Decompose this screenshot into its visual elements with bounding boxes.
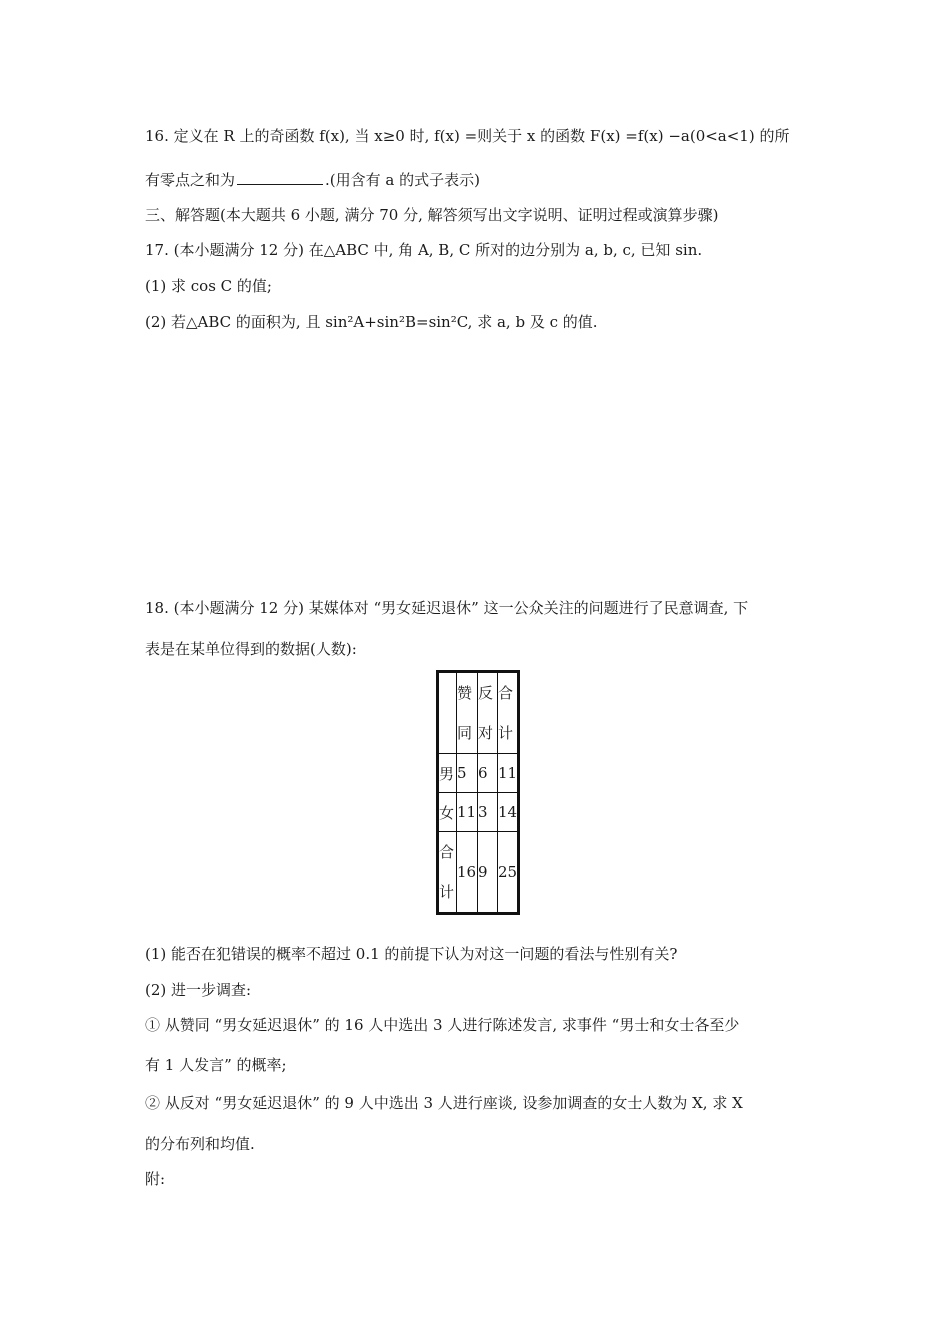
table-cell: 11 xyxy=(457,793,478,832)
table-cell: 3 xyxy=(478,793,498,832)
answer-blank xyxy=(237,170,323,185)
q18-part2-item2-line1: ② 从反对 “男女延迟退休” 的 9 人中选出 3 人进行座谈, 设参加调查的女士人数为 X, 求 X xyxy=(145,1094,743,1112)
q17-part1: (1) 求 cos C 的值; xyxy=(145,277,272,295)
q17-part2: (2) 若△ABC 的面积为, 且 sin²A+sin²B=sin²C, 求 a, b 及 c 的值. xyxy=(145,313,598,331)
survey-table xyxy=(436,670,520,915)
q16-line2-prefix: 有零点之和为 xyxy=(145,171,236,189)
q18-stem-line1: 18. (本小题满分 12 分) 某媒体对 “男女延迟退休” 这一公众关注的问题进行了民意调查, 下 xyxy=(145,599,749,617)
q18-stem-line2: 表是在某单位得到的数据(人数): xyxy=(145,640,357,658)
table-header-cell: 合计 xyxy=(498,672,519,754)
table-cell: 男 xyxy=(438,754,457,793)
q18-part2-item1-line1: ① 从赞同 “男女延迟退休” 的 16 人中选出 3 人进行陈述发言, 求事件 “男士和女士各至少 xyxy=(145,1016,740,1034)
q18-part1: (1) 能否在犯错误的概率不超过 0.1 的前提下认为对这一问题的看法与性别有关? xyxy=(145,945,678,963)
q16-line2-suffix: .(用含有 a 的式子表示) xyxy=(325,171,480,189)
q17-stem: 17. (本小题满分 12 分) 在△ABC 中, 角 A, B, C 所对的边分别为 a, b, c, 已知 sin. xyxy=(145,241,703,259)
section-three-heading: 三、解答题(本大题共 6 小题, 满分 70 分, 解答须写出文字说明、证明过程或演算步骤) xyxy=(145,206,719,224)
table-cell: 14 xyxy=(498,793,519,832)
table-cell: 6 xyxy=(478,754,498,793)
q18-part2: (2) 进一步调查: xyxy=(145,981,252,999)
table-cell: 合计 xyxy=(438,832,457,914)
q16-line1: 16. 定义在 R 上的奇函数 f(x), 当 x≥0 时, f(x) =则关于 x 的函数 F(x) =f(x) −a(0<a<1) 的所 xyxy=(145,127,790,145)
table-cell: 25 xyxy=(498,832,519,914)
table-cell: 5 xyxy=(457,754,478,793)
table-row xyxy=(438,832,519,914)
q18-part2-item2-line2: 的分布列和均值. xyxy=(145,1135,255,1153)
table-cell: 16 xyxy=(457,832,478,914)
table-row xyxy=(438,754,519,793)
table-header-cell: 赞同 xyxy=(457,672,478,754)
q18-part2-item1-line2: 有 1 人发言” 的概率; xyxy=(145,1056,287,1074)
table-cell: 9 xyxy=(478,832,498,914)
table-header-cell xyxy=(438,672,457,754)
table-row xyxy=(438,793,519,832)
table-header-row xyxy=(438,672,519,754)
table-cell: 11 xyxy=(498,754,519,793)
table-header-cell: 反对 xyxy=(478,672,498,754)
q16-line2 xyxy=(145,170,480,190)
appendix-label: 附: xyxy=(145,1170,166,1188)
table-cell: 女 xyxy=(438,793,457,832)
